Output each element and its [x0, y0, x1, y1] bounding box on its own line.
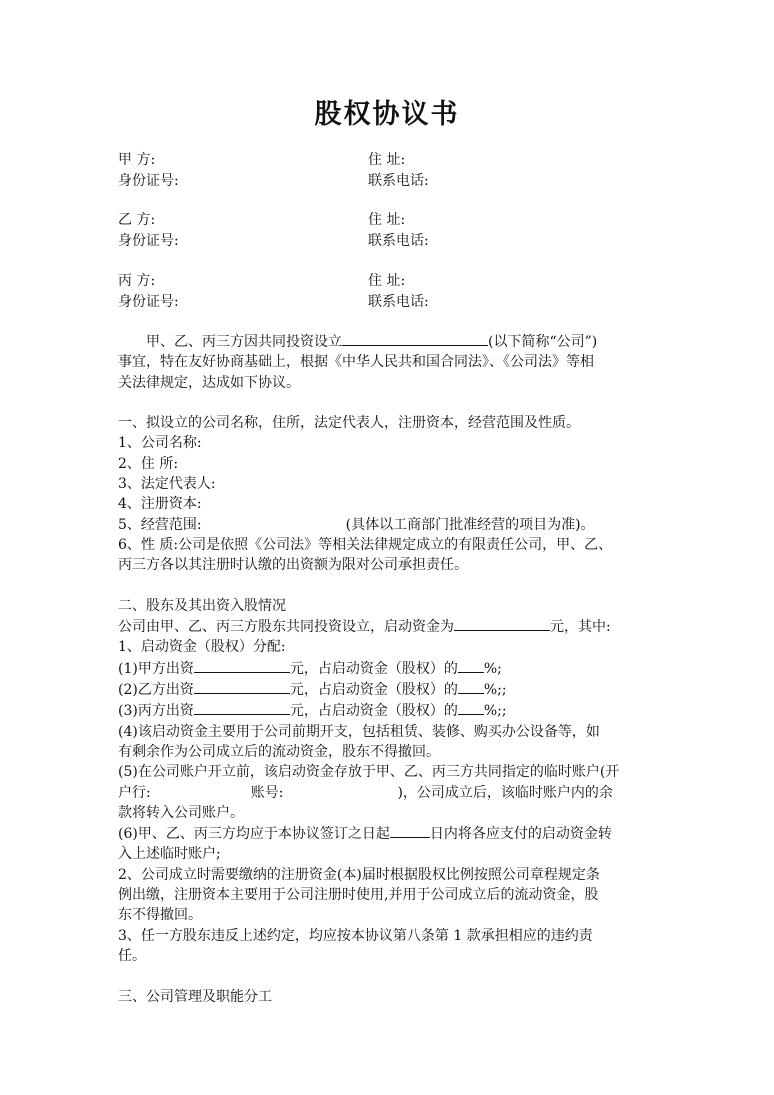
company-address-item: 2、住 所: — [118, 455, 179, 472]
party-a-label: 甲 方: — [118, 152, 156, 168]
party-c-address-label: 住 址: — [368, 273, 406, 289]
party-b-phone-label: 联系电话: — [368, 233, 429, 249]
breach-clause-1: 3、任一方股东违反上述约定，均应按本协议第八条第 1 款承担相应的违约责 — [118, 927, 593, 944]
payment-deadline-line-2: 入上述临时账户; — [118, 846, 221, 863]
party-c-phone-label: 联系电话: — [368, 294, 429, 310]
registered-capital-clause-3: 东不得撤回。 — [118, 907, 202, 924]
funds-allocation-heading: 1、启动资金（股权）分配: — [118, 639, 286, 656]
agreement-body — [118, 331, 650, 1007]
party-a-address-label: 住 址: — [368, 152, 406, 168]
section-1-heading: 一、拟设立的公司名称，住所，法定代表人，注册资本，经营范围及性质。 — [118, 415, 580, 432]
legal-rep-item: 3、法定代表人: — [118, 476, 216, 493]
temp-account-line-1: (5)在公司账户开立前，该启动资金存放于甲、乙、丙三方共同指定的临时账户(开 — [118, 764, 620, 781]
intro-line-1: 甲、乙、丙三方因共同投资设立 (以下简称“公司”) — [118, 331, 650, 352]
party-b-label: 乙 方: — [118, 212, 156, 228]
party-b-block — [118, 210, 678, 252]
business-scope-item: 5、经营范围: (具体以工商部门批准经营的项目为准)。 — [118, 516, 595, 533]
party-c-block — [118, 271, 678, 313]
breach-clause-2: 任。 — [118, 947, 146, 964]
company-name-blank — [342, 331, 488, 346]
party-a-phone-label: 联系电话: — [368, 173, 429, 189]
party-c-contribution: (3)丙方出资 元，占启动资金（股权）的 %;; — [118, 700, 650, 721]
registered-capital-item: 4、注册资本: — [118, 496, 202, 513]
party-b-id-label: 身份证号: — [118, 233, 179, 249]
intro-line-2: 事宜，特在友好协商基础上，根据《中华人民共和国合同法》、《公司法》等相 — [118, 354, 594, 371]
intro-line-3: 关法律规定，达成如下协议。 — [118, 374, 300, 391]
temp-account-line-3: 款将转入公司账户。 — [118, 804, 244, 821]
payment-deadline-line-1: (6)甲、乙、丙三方均应于本协议签订之日起 日内将各应支付的启动资金转 — [118, 823, 650, 844]
registered-capital-clause-2: 例出缴，注册资本主要用于公司注册时使用,并用于公司成立后的流动资金，股 — [118, 887, 599, 904]
party-c-id-label: 身份证号: — [118, 294, 179, 310]
company-name-item: 1、公司名称: — [118, 435, 202, 452]
party-a-contribution: (1)甲方出资 元，占启动资金（股权）的 %; — [118, 658, 650, 679]
party-c-label: 丙 方: — [118, 273, 156, 289]
funds-usage-line-1: (4)该启动资金主要用于公司前期开支，包括租赁、装修、购买办公设备等，如 — [118, 723, 600, 740]
section-2-intro: 公司由甲、乙、丙三方股东共同投资设立，启动资金为 元，其中: — [118, 616, 650, 637]
temp-account-line-2: 户行: 账号: )，公司成立后，该临时账户内的余 — [118, 784, 613, 801]
section-3-heading: 三、公司管理及职能分工 — [118, 988, 272, 1005]
days-blank — [390, 823, 430, 838]
company-nature-line-1: 6、性 质:公司是依照《公司法》等相关法律规定成立的有限责任公司，甲、乙、 — [118, 536, 613, 553]
company-nature-line-2: 丙三方各以其注册时认缴的出资额为限对公司承担责任。 — [118, 557, 468, 574]
startup-funds-blank — [454, 616, 550, 631]
section-2-heading: 二、股东及其出资入股情况 — [118, 597, 286, 614]
party-a-id-label: 身份证号: — [118, 173, 179, 189]
registered-capital-clause-1: 2、公司成立时需要缴纳的注册资金(本)届时根据股权比例按照公司章程规定条 — [118, 866, 600, 883]
party-b-contribution: (2)乙方出资 元，占启动资金（股权）的 %;; — [118, 679, 650, 700]
funds-usage-line-2: 有剩余作为公司成立后的流动资金，股东不得撤回。 — [118, 743, 440, 760]
document-title: 股权协议书 — [314, 99, 460, 130]
party-a-block — [118, 150, 678, 192]
party-b-address-label: 住 址: — [368, 212, 406, 228]
